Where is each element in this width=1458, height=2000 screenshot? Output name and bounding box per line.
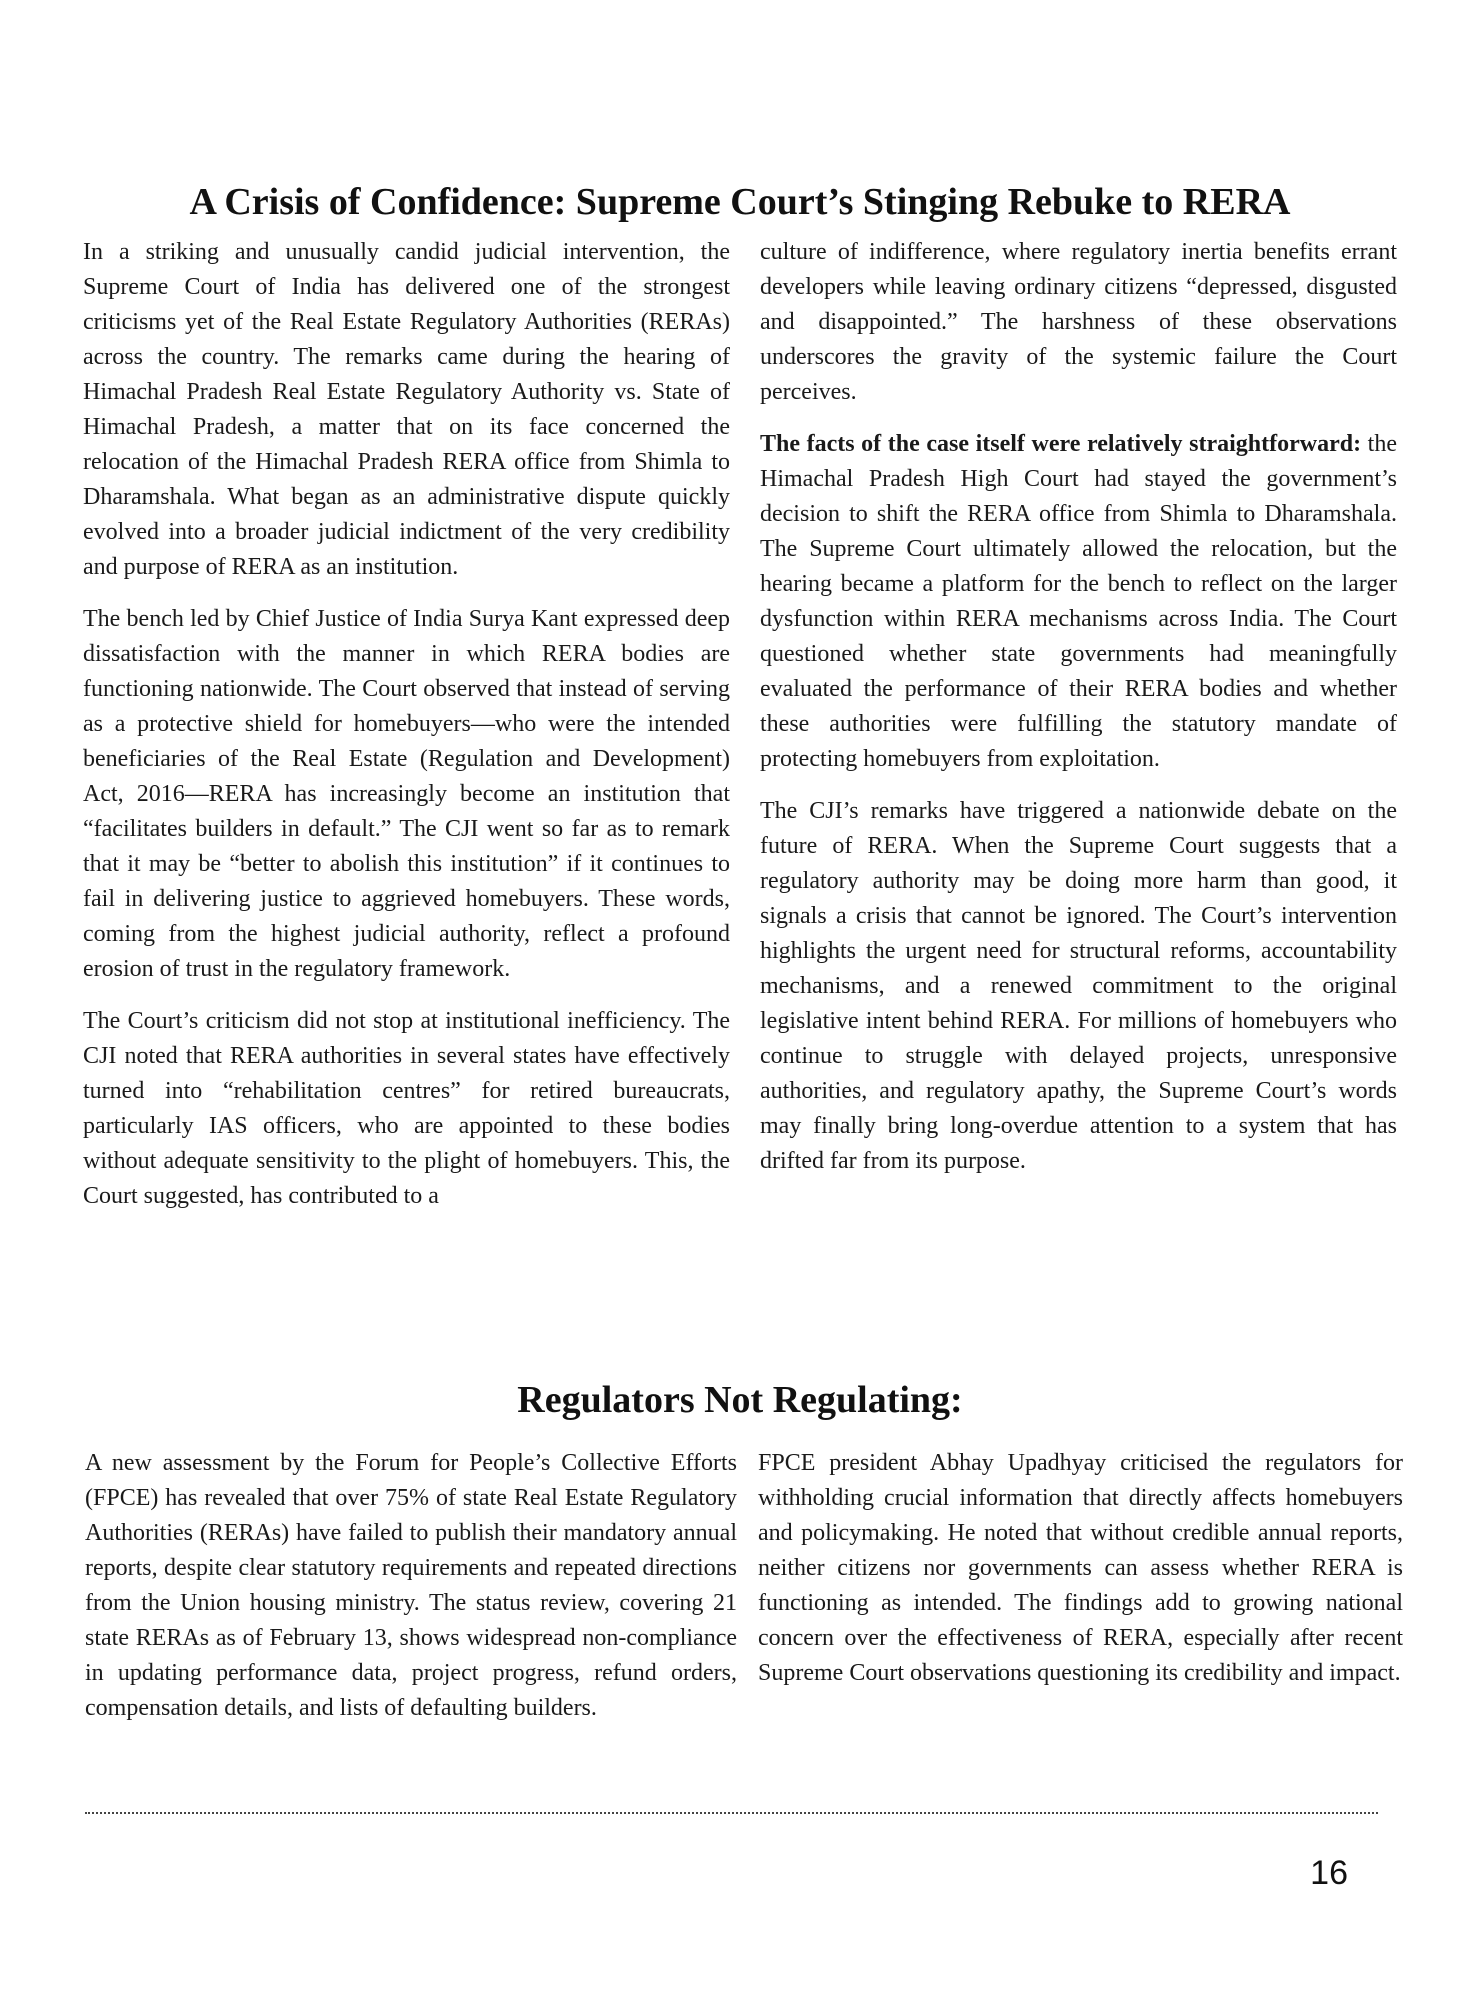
paragraph-fpce-president: FPCE president Abhay Upadhyay criticised the regulators for withholding crucial information that directly affects homebuyers and policymaking. He noted that without credible annual reports, neither citizens nor governments can assess whether RERA is functioning as intended. The findings add to growing national concern over the effectiveness of RERA, especially after recent Supreme Court observations questioning its credibility and impact. [758,1450,1403,1686]
paragraph-facts-lead: The facts of the case itself were relatively straightforward: [760,431,1362,457]
article-title: A Crisis of Confidence: Supreme Court’s Stinging Rebuke to RERA [189,181,1291,223]
article-left-column [83,235,730,1214]
paragraph-debate: The CJI’s remarks have triggered a nationwide debate on the future of RERA. When the Supreme Court suggests that a regulatory authority may be doing more harm than good, it signals a crisis that cannot be ignored. The Court’s intervention highlights the urgent need for structural reforms, accountability mechanisms, and a renewed commitment to the original legislative intent behind RERA. For millions of homebuyers who continue to struggle with delayed projects, unresponsive authorities, and regulatory apathy, the Supreme Court’s words may finally bring long-overdue attention to a system that has drifted far from its purpose. [760,798,1397,1174]
section-left-column [85,1446,737,1726]
paragraph-intro: In a striking and unusually candid judicial intervention, the Supreme Court of India has delivered one of the strongest criticisms yet of the Real Estate Regulatory Authorities (RERAs) across the country. The remarks came during the hearing of Himachal Pradesh Real Estate Regulatory Authority vs. State of Himachal Pradesh, a matter that on its face concerned the relocation of the Himachal Pradesh RERA office from Shimla to Dharamshala. What began as an administrative dispute quickly evolved into a broader judicial indictment of the very credibility and purpose of RERA as an institution. [83,239,730,580]
paragraph-bench: The bench led by Chief Justice of India Surya Kant expressed deep dissatisfaction with the manner in which RERA bodies are functioning nationwide. The Court observed that instead of serving as a protective shield for homebuyers—who were the intended beneficiaries of the Real Estate (Regulation and Development) Act, 2016—RERA has increasingly become an institution that “facilitates builders in default.” The CJI went so far as to remark that it may be “better to abolish this institution” if it continues to fail in delivering justice to aggrieved homebuyers. These words, coming from the highest judicial authority, reflect a profound erosion of trust in the regulatory framework. [83,606,730,982]
section-title: Regulators Not Regulating: [517,1379,963,1421]
paragraph-assessment: A new assessment by the Forum for People’s Collective Efforts (FPCE) has revealed that over 75% of state Real Estate Regulatory Authorities (RERAs) have failed to publish their mandatory annual reports, despite clear statutory requirements and repeated directions from the Union housing ministry. The status review, covering 21 state RERAs as of February 13, shows widespread non-compliance in updating performance data, project progress, refund orders, compensation details, and lists of defaulting builders. [85,1450,737,1721]
page-number: 16 [1310,1854,1348,1892]
paragraph-criticism: The Court’s criticism did not stop at institutional inefficiency. The CJI noted that RERA authorities in several states have effectively turned into “rehabilitation centres” for retired bureaucrats, particularly IAS officers, who are appointed to these bodies without adequate sensitivity to the plight of homebuyers. This, the Court suggested, has contributed to a [83,1008,730,1209]
paragraph-continuation: culture of indifference, where regulatory inertia benefits errant developers while leaving ordinary citizens “depressed, disgusted and disappointed.” The harshness of these observations underscores the gravity of the systemic failure the Court perceives. [760,239,1397,405]
paragraph-facts [760,427,1397,777]
section-right-column [758,1446,1403,1691]
dotted-divider [85,1812,1378,1814]
paragraph-facts-body: the Himachal Pradesh High Court had stayed the government’s decision to shift the RERA office from Shimla to Dharamshala. The Supreme Court ultimately allowed the relocation, but the hearing became a platform for the bench to reflect on the larger dysfunction within RERA mechanisms across India. The Court questioned whether state governments had meaningfully evaluated the performance of their RERA bodies and whether these authorities were fulfilling the statutory mandate of protecting homebuyers from exploitation. [760,431,1397,772]
article-right-column [760,235,1397,1179]
